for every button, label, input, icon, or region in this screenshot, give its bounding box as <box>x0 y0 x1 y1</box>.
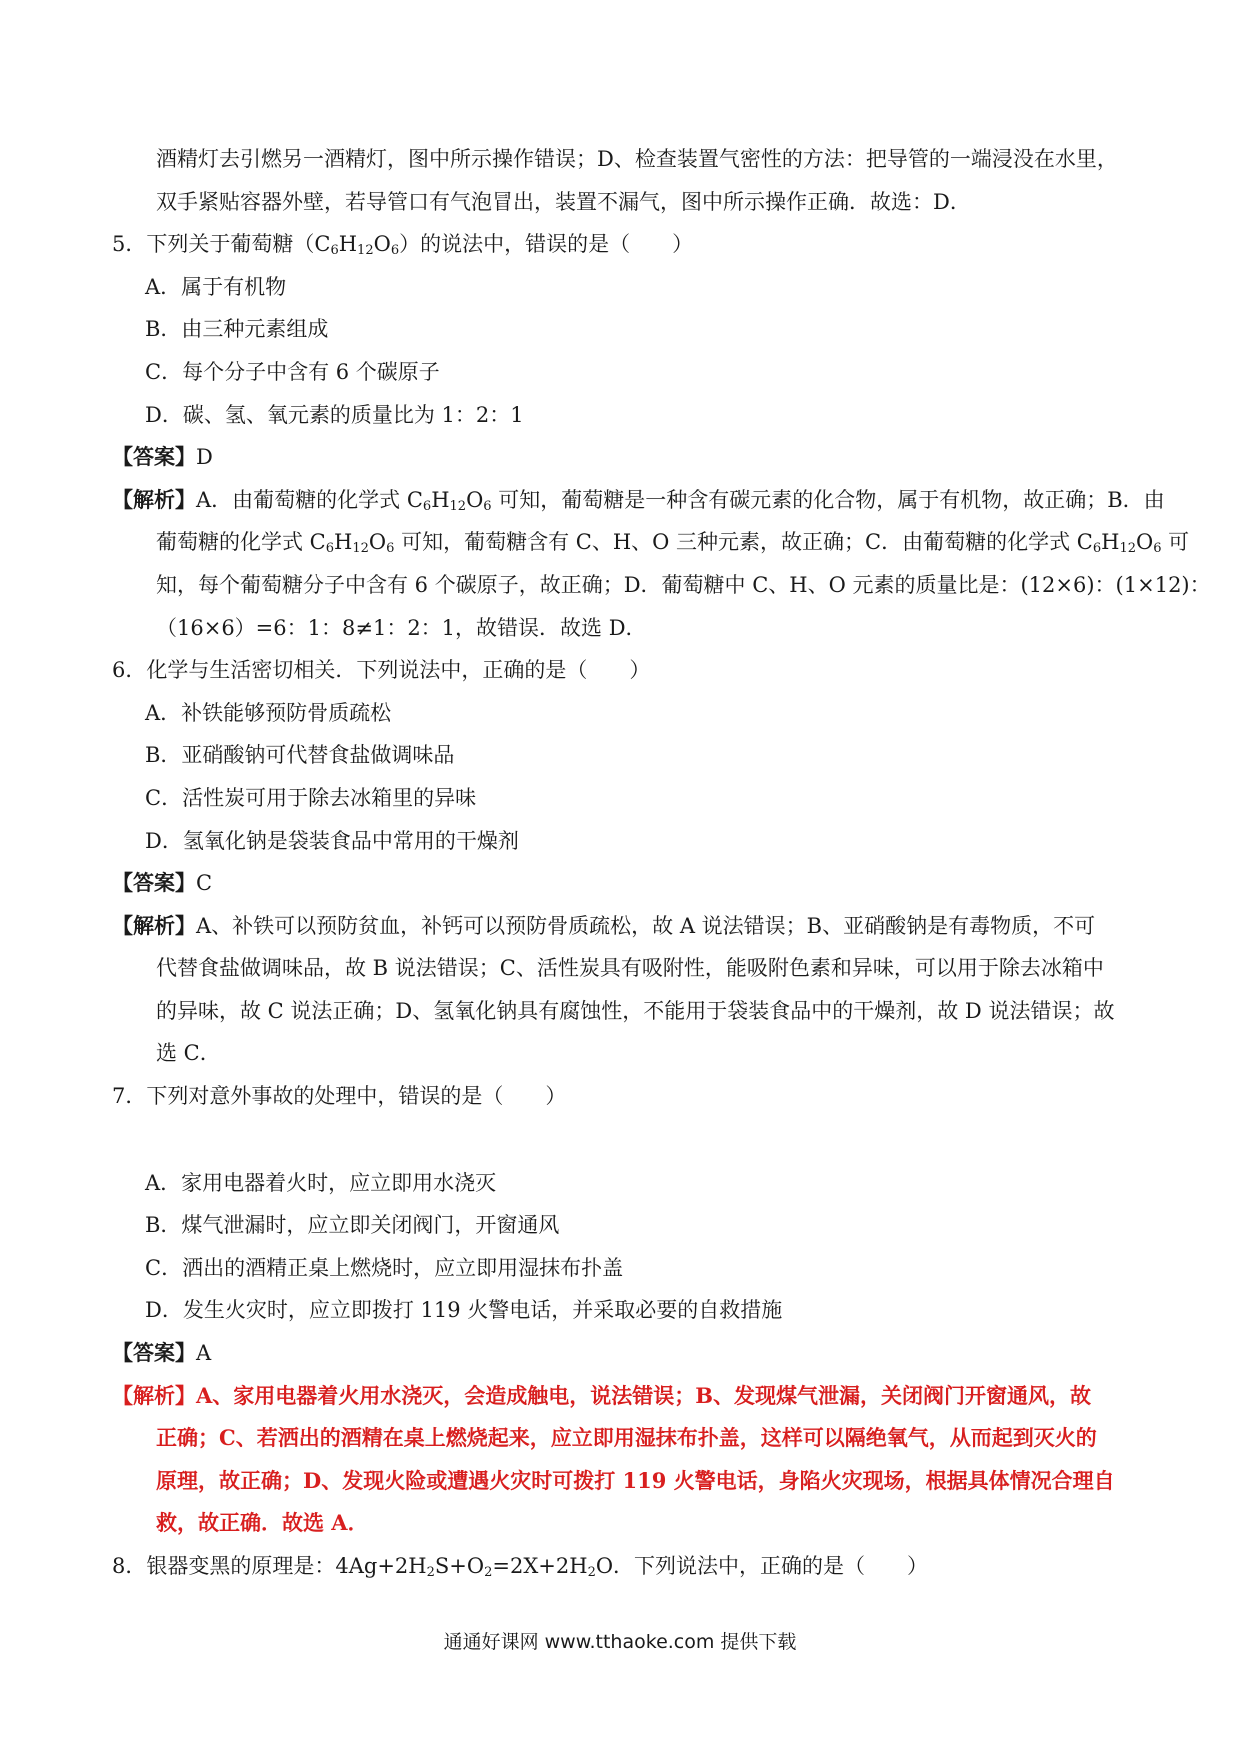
question-7-explanation-line: 原理，故正确；D、发现火险或遭遇火灾时可拨打 119 火警电话，身陷火灾现场，根据具体情况合理自 <box>156 1467 1115 1493</box>
question-7-option-c: C．洒出的酒精正桌上燃烧时，应立即用湿抹布扑盖 <box>145 1255 624 1280</box>
question-7-option-d: D．发生火灾时，应立即拨打 119 火警电话，并采取必要的自救措施 <box>145 1298 783 1323</box>
question-5-option-d: D．碳、氢、氧元素的质量比为 1：2：1 <box>145 402 524 427</box>
question-7: 7．下列对意外事故的处理中，错误的是（ ） <box>112 1084 567 1109</box>
question-5-explanation-line: 【解析】A．由葡萄糖的化学式 $C_6H_{12}O_6$ 可知，葡萄糖是一种含有碳元素的化合物，属于有机物，故正确；B．由 <box>112 486 1165 514</box>
question-5-answer: 【答案】D <box>112 444 213 470</box>
question-7-answer: 【答案】A <box>112 1340 212 1366</box>
question-7-explanation-line: 正确；C、若洒出的酒精在桌上燃烧起来，应立即用湿抹布扑盖，这样可以隔绝氧气，从而起到灭火的 <box>156 1425 1097 1451</box>
footer-text: 通通好课网 www.tthaoke.com 提供下载 <box>443 1631 797 1653</box>
question-6-option-a: A．补铁能够预防骨质疏松 <box>145 700 392 725</box>
question-6-option-d: D．氢氧化钠是袋装食品中常用的干燥剂 <box>145 828 519 853</box>
question-7-option-b: B．煤气泄漏时，应立即关闭阀门，开窗通风 <box>145 1213 560 1238</box>
blank-space <box>0 1118 1240 1162</box>
page-footer <box>0 1627 1240 1654</box>
continued-explanation-line: 酒精灯去引燃另一酒精灯，图中所示操作错误；D、检查装置气密性的方法：把导管的一端浸没在水里， <box>156 147 1118 171</box>
question-6-option-c: C．活性炭可用于除去冰箱里的异味 <box>145 785 477 810</box>
question-6-option-b: B．亚硝酸钠可代替食盐做调味品 <box>145 743 455 768</box>
question-6-explanation-line: 代替食盐做调味品，故 B 说法错误；C、活性炭具有吸附性，能吸附色素和异味，可以用于除去冰箱中 <box>156 956 1104 981</box>
question-5-option-b: B．由三种元素组成 <box>145 317 329 342</box>
question-5-explanation-line: 知，每个葡萄糖分子中含有 6 个碳原子，故正确；D．葡萄糖中 C、H、O 元素的质量比是：(12×6)：(1×12)： <box>156 572 1211 597</box>
question-6-explanation-line: 选 C． <box>156 1041 221 1066</box>
question-6-explanation-line: 【解析】A、补铁可以预防贫血，补钙可以预防骨质疏松，故 A 说法错误；B、亚硝酸钠是有毒物质，不可 <box>112 912 1096 938</box>
question-6-answer: 【答案】C <box>112 870 213 896</box>
question-8: 8．银器变黑的原理是：$4Ag+2H_2S+O_2=2X+2H_2O$．下列说法中，正确的是（ ） <box>112 1554 929 1580</box>
question-7-option-a: A．家用电器着火时，应立即用水浇灭 <box>145 1170 497 1195</box>
question-7-explanation-line: 救，故正确．故选 A． <box>156 1510 369 1536</box>
question-5-explanation-line: 葡萄糖的化学式 $C_6H_{12}O_6$ 可知，葡萄糖含有 C、H、O 三种元素，故正确；C．由葡萄糖的化学式 $C_6H_{12}O_6$ 可 <box>156 530 1190 557</box>
question-5: 5．下列关于葡萄糖$(C_6H_{12}O_6)$的说法中，错误的是（ ） <box>112 232 694 259</box>
question-5-option-a: A．属于有机物 <box>145 274 287 299</box>
question-5-explanation-line: （16×6）=6：1：8≠1：2：1，故错误．故选 D． <box>156 615 647 640</box>
question-7-explanation-line: 【解析】A、家用电器着火用水浇灭，会造成触电，说法错误；B、发现煤气泄漏，关闭阀门开窗通风，故 <box>112 1382 1092 1408</box>
page-content <box>0 138 1240 1588</box>
question-5-option-c: C．每个分子中含有 6 个碳原子 <box>145 359 440 384</box>
question-6-explanation-line: 的异味，故 C 说法正确；D、氢氧化钠具有腐蚀性，不能用于袋装食品中的干燥剂，故 D 说法错误；故 <box>156 998 1115 1023</box>
question-6: 6．化学与生活密切相关．下列说法中，正确的是（ ） <box>112 658 651 683</box>
continued-explanation-line: 双手紧贴容器外壁，若导管口有气泡冒出，装置不漏气，图中所示操作正确．故选：D． <box>156 189 971 214</box>
